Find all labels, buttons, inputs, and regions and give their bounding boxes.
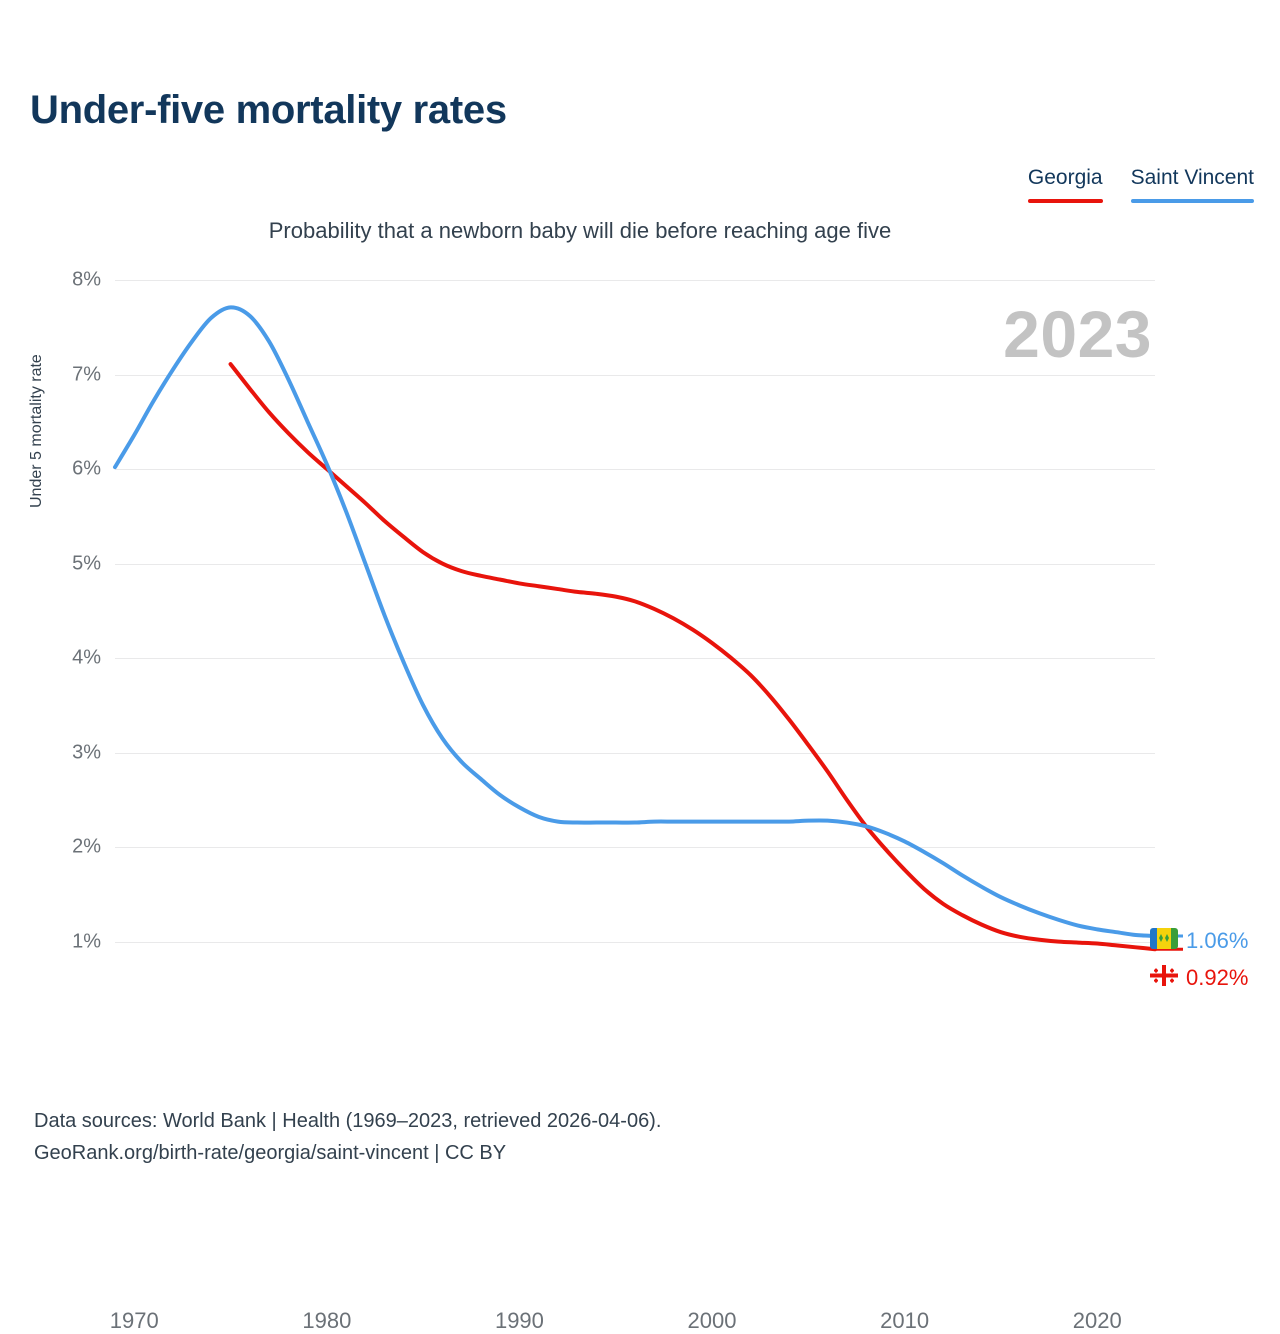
y-tick-label: 6% bbox=[72, 457, 101, 480]
legend-label-saint-vincent: Saint Vincent bbox=[1130, 166, 1254, 189]
footer-line-sources: Data sources: World Bank | Health (1969–2023, retrieved 2026-04-06). bbox=[34, 1110, 662, 1132]
x-tick-label: 2000 bbox=[687, 1308, 737, 1333]
footer-line-attribution: GeoRank.org/birth-rate/georgia/saint-vincent | CC BY bbox=[34, 1142, 507, 1164]
y-tick-label: 7% bbox=[72, 363, 101, 386]
x-tick-label: 1970 bbox=[109, 1308, 159, 1333]
legend-label-georgia: Georgia bbox=[1027, 166, 1103, 189]
year-watermark: 2023 bbox=[1003, 297, 1152, 371]
y-tick-label: 3% bbox=[72, 741, 101, 764]
legend bbox=[1028, 166, 1254, 203]
y-tick-label: 1% bbox=[72, 930, 101, 953]
y-axis-label: Under 5 mortality rate bbox=[28, 354, 45, 508]
page-title: Under-five mortality rates bbox=[30, 88, 507, 132]
legend-item-saint-vincent[interactable] bbox=[1131, 166, 1254, 203]
y-tick-label: 5% bbox=[72, 552, 101, 575]
georgia-flag bbox=[1150, 965, 1178, 986]
x-tick-label: 2010 bbox=[880, 1308, 930, 1333]
line-series-georgia bbox=[231, 364, 1155, 949]
x-tick-label: 1990 bbox=[494, 1308, 544, 1333]
line-series-saint-vincent bbox=[115, 307, 1155, 936]
x-tick-label: 1980 bbox=[302, 1308, 352, 1333]
end-label-georgia: 0.92% bbox=[1186, 965, 1249, 990]
legend-underline-saint-vincent bbox=[1131, 199, 1254, 203]
footer bbox=[34, 1105, 661, 1169]
saint-vincent-flag bbox=[1150, 928, 1178, 949]
chart-subtitle: Probability that a newborn baby will die before reaching age five bbox=[268, 218, 892, 243]
end-label-saint-vincent: 1.06% bbox=[1186, 928, 1249, 953]
y-tick-label: 8% bbox=[72, 268, 101, 291]
y-tick-label: 4% bbox=[72, 646, 101, 669]
series-lines bbox=[115, 280, 1155, 970]
y-tick-label: 2% bbox=[72, 835, 101, 858]
legend-underline-georgia bbox=[1028, 199, 1103, 203]
x-tick-label: 2020 bbox=[1072, 1308, 1122, 1333]
legend-item-georgia[interactable] bbox=[1028, 166, 1103, 203]
